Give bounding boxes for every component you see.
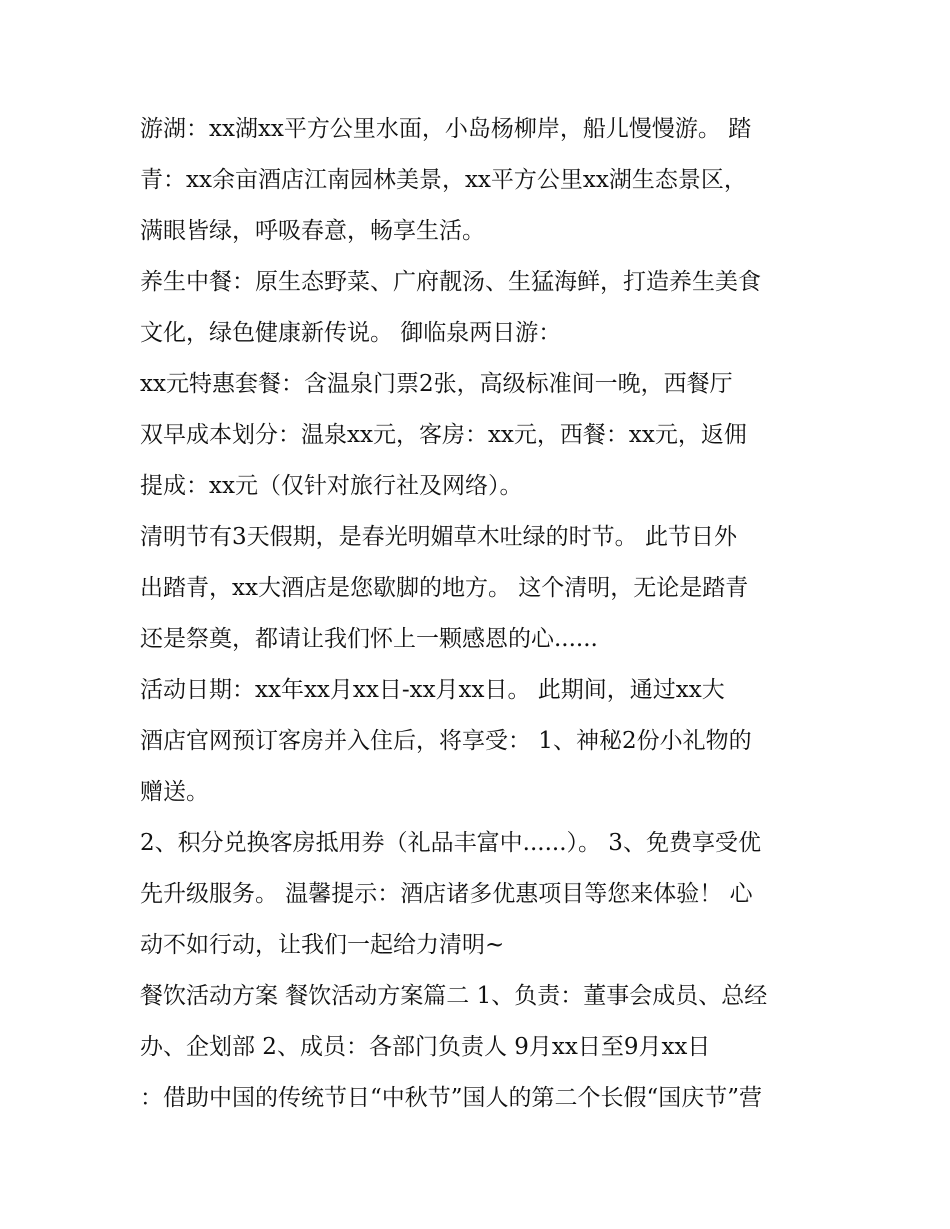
text-line: 清明节有3天假期，是春光明媚草木吐绿的时节。 此节日外 — [140, 524, 737, 550]
text-line: 酒店官网预订客房并入住后，将享受： 1、神秘2份小礼物的 — [140, 728, 752, 754]
text-line: xx元特惠套餐：含温泉门票2张，高级标准间一晚，西餐厅 — [140, 371, 733, 397]
text-line: 动不如行动，让我们一起给力清明~ — [140, 932, 505, 958]
text-line: 游湖：xx湖xx平方公里水面，小岛杨柳岸，船儿慢慢游。 踏 — [140, 116, 752, 142]
text-line: 还是祭奠，都请让我们怀上一颗感恩的心...... — [140, 626, 598, 652]
document-body — [140, 104, 820, 1124]
text-line: 满眼皆绿，呼吸春意，畅享生活。 — [140, 218, 485, 244]
text-line: 先升级服务。 温馨提示：酒店诸多优惠项目等您来体验！ 心 — [140, 881, 753, 907]
text-line: 2、积分兑换客房抵用券（礼品丰富中......）。 3、免费享受优 — [140, 830, 761, 856]
text-line: 餐饮活动方案 餐饮活动方案篇二 1、负责：董事会成员、总经 — [140, 983, 768, 1009]
text-line: 养生中餐：原生态野菜、广府靓汤、生猛海鲜，打造养生美食 — [140, 269, 761, 295]
text-line: 出踏青，xx大酒店是您歇脚的地方。 这个清明，无论是踏青 — [140, 575, 749, 601]
text-line: ：借助中国的传统节日“中秋节”国人的第二个长假“国庆节”营 — [140, 1085, 763, 1111]
text-line: 赠送。 — [140, 779, 209, 805]
text-line: 文化，绿色健康新传说。 御临泉两日游： — [140, 320, 562, 346]
text-line: 青：xx余亩酒店江南园林美景，xx平方公里xx湖生态景区， — [140, 167, 747, 193]
text-line: 办、企划部 2、成员：各部门负责人 9月xx日至9月xx日 — [140, 1034, 711, 1060]
text-line: 双早成本划分：温泉xx元，客房：xx元，西餐：xx元，返佣 — [140, 422, 747, 448]
text-line: 提成：xx元（仅针对旅行社及网络）。 — [140, 473, 523, 499]
text-line: 活动日期：xx年xx月xx日-xx月xx日。 此期间，通过xx大 — [140, 677, 725, 703]
